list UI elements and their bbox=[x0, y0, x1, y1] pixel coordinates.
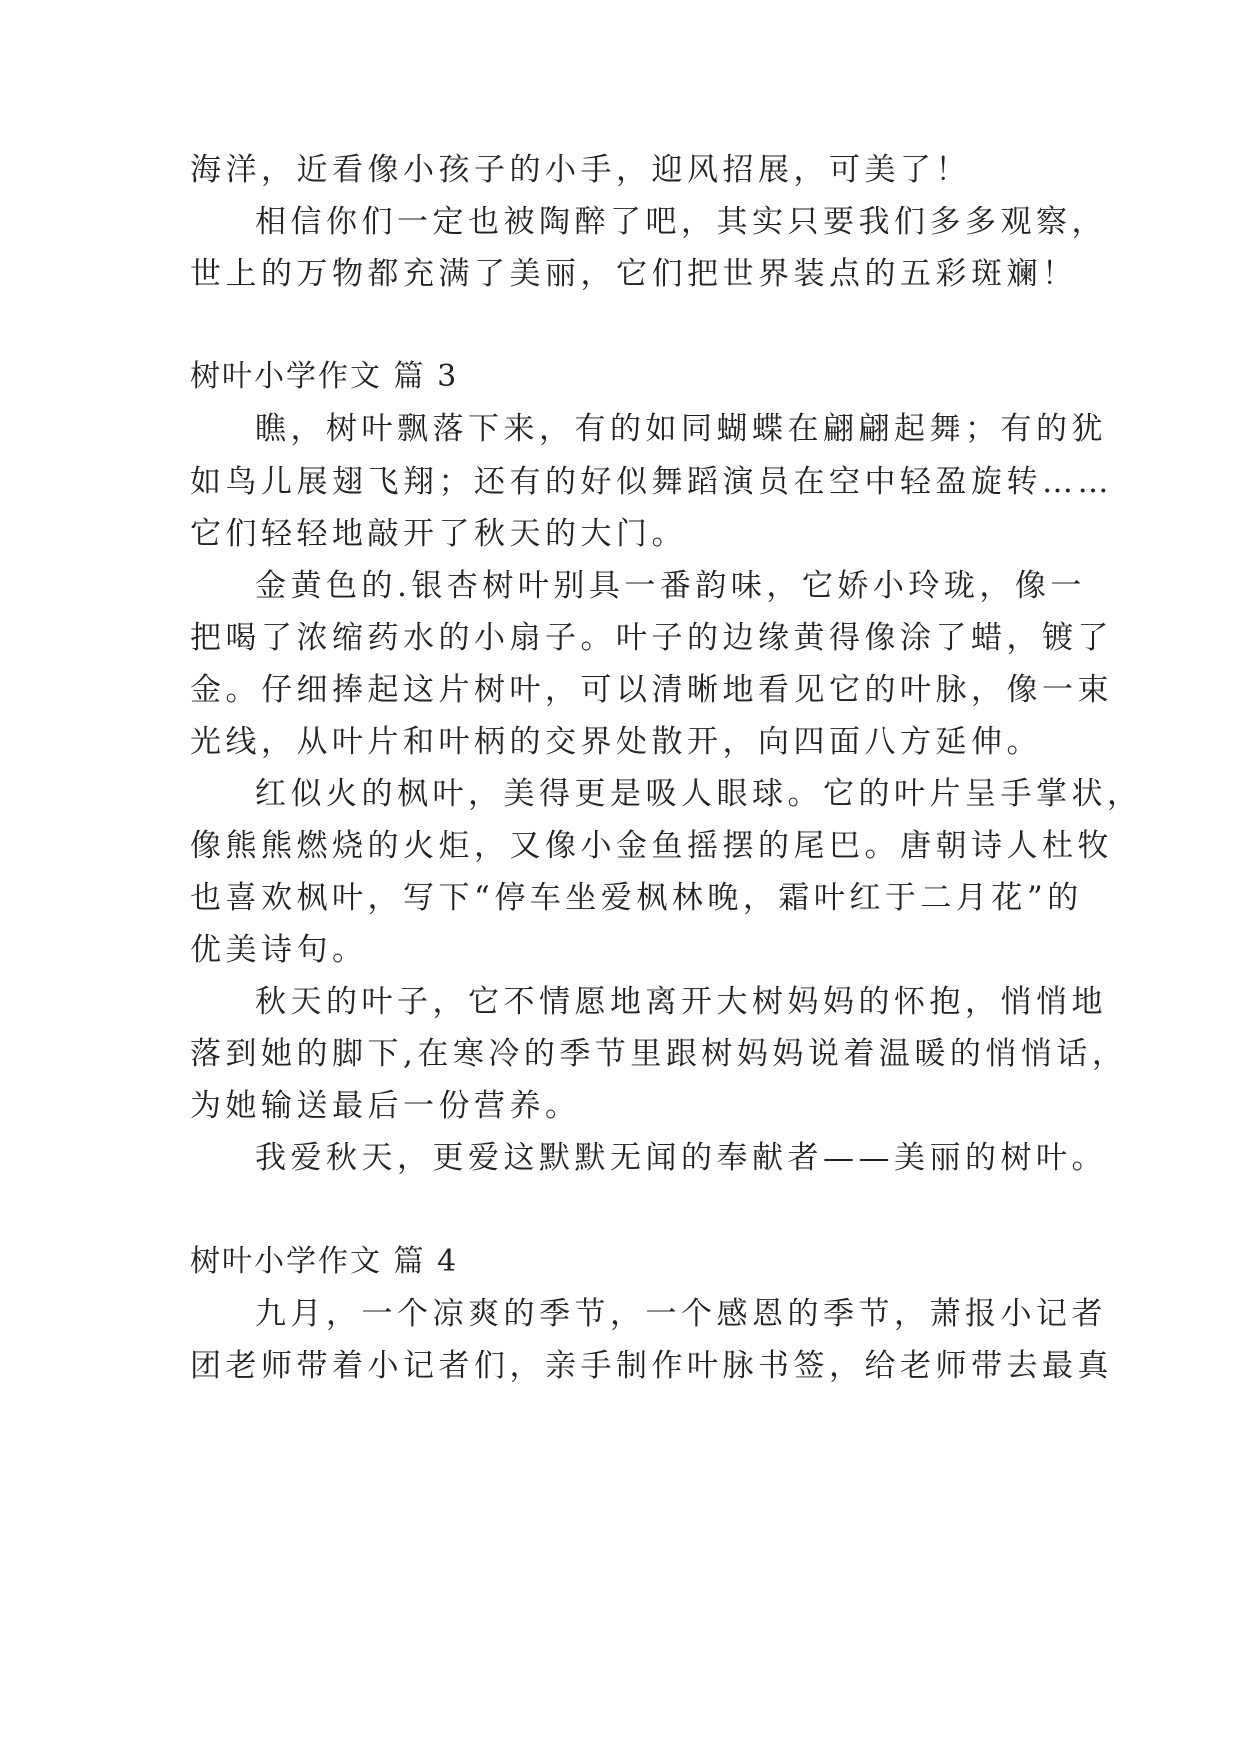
text-line: 世上的万物都充满了美丽，它们把世界装点的五彩斑斓！ bbox=[190, 256, 1078, 292]
text-line: 如鸟儿展翅飞翔；还有的好似舞蹈演员在空中轻盈旋转…… bbox=[190, 464, 1113, 500]
text-line: 秋天的叶子，它不情愿地离开大树妈妈的怀抱，悄悄地 bbox=[255, 984, 1107, 1020]
text-line: 团老师带着小记者们，亲手制作叶脉书签，给老师带去最真 bbox=[190, 1348, 1113, 1384]
text-line: 光线，从叶片和叶柄的交界处散开，向四面八方延伸。 bbox=[190, 724, 1042, 760]
text-line: 红似火的枫叶，美得更是吸人眼球。它的叶片呈手掌状， bbox=[255, 776, 1143, 812]
text-line: 九月，一个凉爽的季节，一个感恩的季节，萧报小记者 bbox=[255, 1296, 1107, 1332]
text-line: 金。仔细捧起这片树叶，可以清晰地看见它的叶脉，像一束 bbox=[190, 672, 1113, 708]
text-line: 海洋，近看像小孩子的小手，迎风招展，可美了！ bbox=[190, 152, 971, 188]
text-line: 相信你们一定也被陶醉了吧，其实只要我们多多观察， bbox=[255, 204, 1107, 240]
text-line: 落到她的脚下,在寒冷的季节里跟树妈妈说着温暖的悄悄话， bbox=[190, 1036, 1128, 1072]
text-line: 我爱秋天，更爱这默默无闻的奉献者——美丽的树叶。 bbox=[255, 1140, 1107, 1176]
text-line: 为她输送最后一份营养。 bbox=[190, 1088, 581, 1124]
text-line: 优美诗句。 bbox=[190, 932, 368, 968]
section-heading-3: 树叶小学作文 篇 3 bbox=[190, 359, 459, 394]
text-line: 瞧，树叶飘落下来，有的如同蝴蝶在翩翩起舞；有的犹 bbox=[255, 411, 1107, 447]
section-heading-4: 树叶小学作文 篇 4 bbox=[190, 1244, 459, 1279]
text-line: 也喜欢枫叶，写下“停车坐爱枫林晚，霜叶红于二月花”的 bbox=[190, 880, 1083, 916]
text-line: 金黄色的.银杏树叶别具一番韵味，它娇小玲珑，像一 bbox=[255, 568, 1086, 604]
text-line: 它们轻轻地敲开了秋天的大门。 bbox=[190, 516, 687, 552]
text-line: 把喝了浓缩药水的小扇子。叶子的边缘黄得像涂了蜡，镀了 bbox=[190, 620, 1113, 656]
text-line: 像熊熊燃烧的火炬，又像小金鱼摇摆的尾巴。唐朝诗人杜牧 bbox=[190, 828, 1113, 864]
